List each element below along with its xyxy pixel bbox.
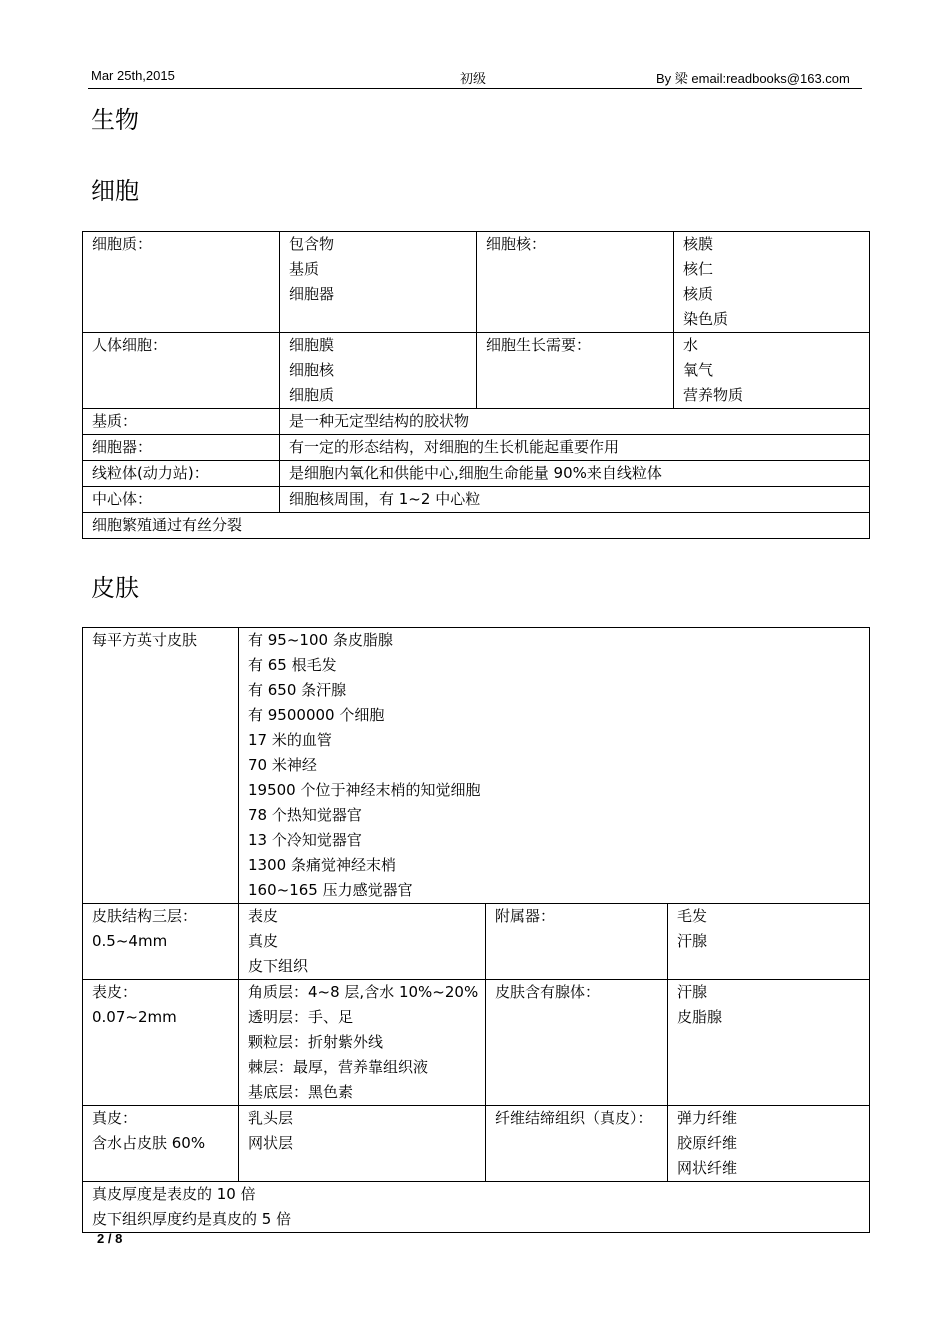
cell-label: 人体细胞： <box>83 333 280 409</box>
list-item: 透明层：手、足 <box>248 1008 354 1026</box>
cell-label: 基质： <box>83 409 280 435</box>
list-item: 胶原纤维 <box>677 1134 738 1152</box>
note-line: 真皮厚度是表皮的 10 倍 <box>92 1185 256 1203</box>
cell-list <box>239 904 486 980</box>
cell-list <box>280 232 477 333</box>
cell-text: 细胞核周围，有 1~2 中心粒 <box>280 487 870 513</box>
list-item: 汗腺 <box>677 983 708 1001</box>
table-row <box>83 232 870 333</box>
list-item: 160~165 压力感觉器官 <box>248 881 413 899</box>
table-row <box>83 333 870 409</box>
cell-label: 细胞质： <box>83 232 280 333</box>
list-item: 19500 个位于神经末梢的知觉细胞 <box>248 781 481 799</box>
skin-table <box>82 627 870 1233</box>
cell-list <box>280 333 477 409</box>
cell-list <box>239 1106 486 1182</box>
label-line: 含水占皮肤 60% <box>92 1134 206 1152</box>
section-heading-skin: 皮肤 <box>91 574 139 602</box>
table-row <box>83 904 870 980</box>
cell-label: 每平方英寸皮肤 <box>83 628 239 904</box>
list-item: 颗粒层：折射紫外线 <box>248 1033 384 1051</box>
cell-list <box>668 904 870 980</box>
cell-text: 细胞繁殖通过有丝分裂 <box>83 513 870 539</box>
list-item: 网状层 <box>248 1134 294 1152</box>
table-row <box>83 1106 870 1182</box>
cell-label: 纤维结缔组织（真皮）： <box>486 1106 668 1182</box>
list-item: 有 650 条汗腺 <box>248 681 347 699</box>
cell-text: 是一种无定型结构的胶状物 <box>280 409 870 435</box>
list-item: 表皮 <box>248 907 279 925</box>
cell-label: 皮肤含有腺体： <box>486 980 668 1106</box>
list-item: 1300 条痛觉神经末梢 <box>248 856 396 874</box>
list-item: 弹力纤维 <box>677 1109 738 1127</box>
list-item: 基质 <box>289 260 320 278</box>
list-item: 细胞膜 <box>289 336 335 354</box>
cell-notes <box>83 1182 870 1233</box>
label-line: 皮肤结构三层： <box>92 907 198 925</box>
cell-label <box>83 980 239 1106</box>
cell-list <box>674 333 870 409</box>
label-line: 真皮： <box>92 1109 138 1127</box>
list-item: 基底层：黑色素 <box>248 1083 354 1101</box>
list-item: 棘层：最厚，营养靠组织液 <box>248 1058 429 1076</box>
table-row <box>83 628 870 904</box>
table-row <box>83 1182 870 1233</box>
list-item: 包含物 <box>289 235 335 253</box>
cell-label: 附属器： <box>486 904 668 980</box>
cell-list <box>668 980 870 1106</box>
list-item: 13 个冷知觉器官 <box>248 831 362 849</box>
list-item: 乳头层 <box>248 1109 294 1127</box>
list-item: 有 65 根毛发 <box>248 656 337 674</box>
list-item: 毛发 <box>677 907 708 925</box>
table-row <box>83 435 870 461</box>
page-number: 2 / 8 <box>97 1231 123 1246</box>
label-line: 0.07~2mm <box>92 1008 177 1026</box>
list-item: 角质层：4~8 层,含水 10%~20% <box>248 983 479 1001</box>
list-item: 70 米神经 <box>248 756 317 774</box>
list-item: 78 个热知觉器官 <box>248 806 362 824</box>
list-item: 汗腺 <box>677 932 708 950</box>
list-item: 皮下组织 <box>248 957 309 975</box>
cell-list <box>239 628 870 904</box>
cell-text: 有一定的形态结构，对细胞的生长机能起重要作用 <box>280 435 870 461</box>
cell-label: 细胞器： <box>83 435 280 461</box>
table-row <box>83 980 870 1106</box>
list-item: 细胞器 <box>289 285 335 303</box>
header-date: Mar 25th,2015 <box>91 68 175 83</box>
header-divider <box>88 88 862 89</box>
page-title: 生物 <box>91 106 139 134</box>
table-row <box>83 461 870 487</box>
list-item: 有 9500000 个细胞 <box>248 706 385 724</box>
note-line: 皮下组织厚度约是真皮的 5 倍 <box>92 1210 292 1228</box>
table-row <box>83 409 870 435</box>
cell-text: 是细胞内氧化和供能中心,细胞生命能量 90%来自线粒体 <box>280 461 870 487</box>
label-line: 表皮： <box>92 983 138 1001</box>
list-item: 皮脂腺 <box>677 1008 723 1026</box>
list-item: 核质 <box>683 285 714 303</box>
list-item: 有 95~100 条皮脂腺 <box>248 631 393 649</box>
list-item: 核仁 <box>683 260 714 278</box>
cell-table <box>82 231 870 539</box>
list-item: 染色质 <box>683 310 729 328</box>
cell-label: 细胞生长需要： <box>477 333 674 409</box>
list-item: 营养物质 <box>683 386 744 404</box>
label-line: 0.5~4mm <box>92 932 168 950</box>
list-item: 17 米的血管 <box>248 731 332 749</box>
cell-list <box>668 1106 870 1182</box>
header-author: By 梁 email:readbooks@163.com <box>656 71 850 86</box>
cell-label: 中心体： <box>83 487 280 513</box>
section-heading-cell: 细胞 <box>91 177 139 205</box>
list-item: 水 <box>683 336 699 354</box>
cell-list <box>674 232 870 333</box>
list-item: 氧气 <box>683 361 714 379</box>
table-row <box>83 513 870 539</box>
cell-label: 细胞核： <box>477 232 674 333</box>
cell-label <box>83 1106 239 1182</box>
list-item: 细胞质 <box>289 386 335 404</box>
list-item: 核膜 <box>683 235 714 253</box>
cell-label <box>83 904 239 980</box>
header-level: 初级 <box>460 71 487 86</box>
list-item: 真皮 <box>248 932 279 950</box>
list-item: 细胞核 <box>289 361 335 379</box>
cell-list <box>239 980 486 1106</box>
list-item: 网状纤维 <box>677 1159 738 1177</box>
cell-label: 线粒体(动力站)： <box>83 461 280 487</box>
table-row <box>83 487 870 513</box>
